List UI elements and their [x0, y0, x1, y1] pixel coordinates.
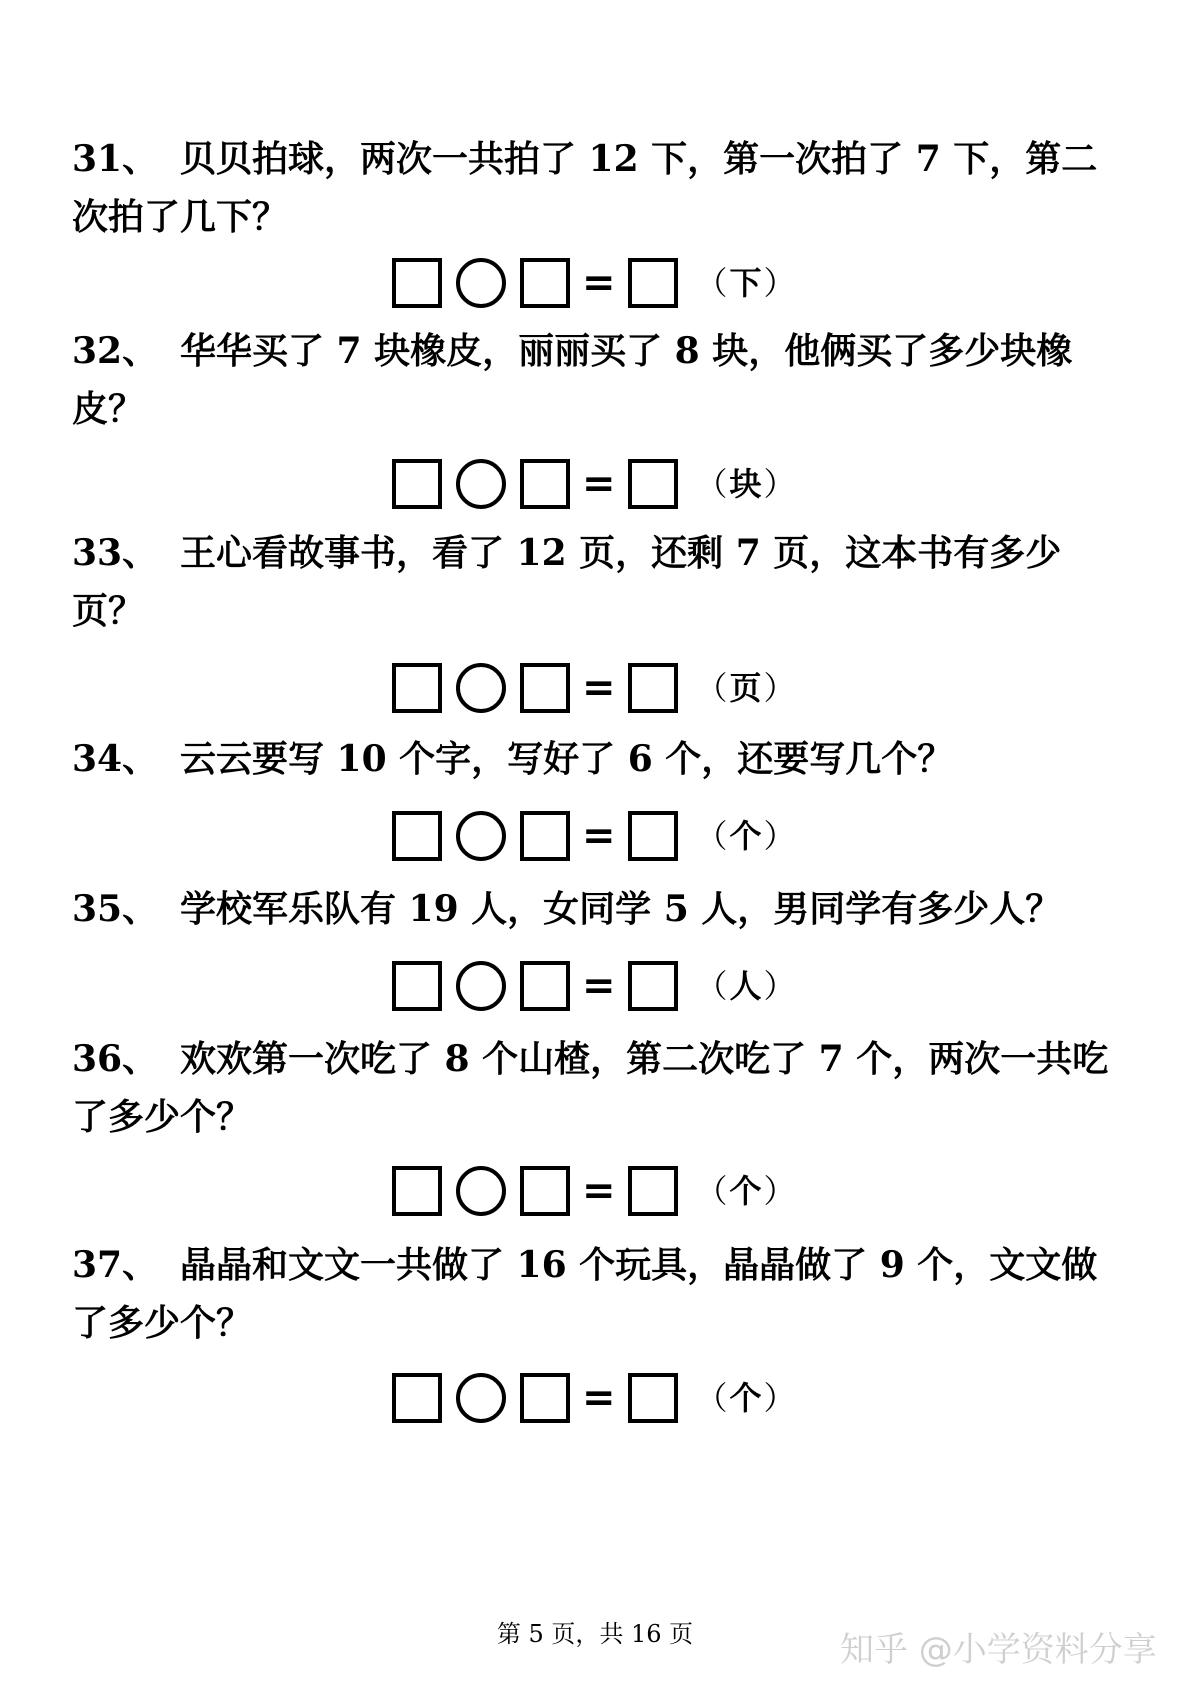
- unit-label: （人）: [695, 967, 798, 1005]
- result-box[interactable]: [628, 961, 678, 1011]
- equals-sign: =: [582, 260, 616, 306]
- answer-formula-34: [392, 808, 798, 864]
- question-text: 欢欢第一次吃了 8 个山楂，第二次吃了 7 个，两次一共吃了多少个？: [72, 1038, 1109, 1138]
- operator-circle[interactable]: [456, 961, 506, 1011]
- question-34: [72, 730, 1112, 788]
- result-box[interactable]: [628, 1373, 678, 1423]
- operator-circle[interactable]: [456, 1373, 506, 1423]
- equals-sign: =: [582, 1168, 616, 1214]
- answer-box[interactable]: [520, 663, 570, 713]
- answer-box[interactable]: [520, 258, 570, 308]
- operator-circle[interactable]: [456, 1166, 506, 1216]
- unit-label: （个）: [695, 817, 798, 855]
- answer-box[interactable]: [520, 1166, 570, 1216]
- result-box[interactable]: [628, 811, 678, 861]
- question-text: 华华买了 7 块橡皮，丽丽买了 8 块，他俩买了多少块橡皮？: [72, 330, 1073, 430]
- answer-box[interactable]: [392, 663, 442, 713]
- question-number: 34、: [72, 738, 159, 780]
- answer-formula-37: [392, 1370, 798, 1426]
- answer-box[interactable]: [520, 1373, 570, 1423]
- answer-formula-33: [392, 660, 798, 716]
- answer-formula-32: [392, 456, 798, 512]
- question-number: 37、: [72, 1244, 159, 1286]
- answer-formula-35: [392, 958, 798, 1014]
- question-text: 学校军乐队有 19 人，女同学 5 人，男同学有多少人？: [180, 888, 1062, 930]
- question-32: [72, 322, 1112, 438]
- answer-box[interactable]: [392, 961, 442, 1011]
- page-footer: 第 5 页，共 16 页: [496, 1620, 694, 1648]
- question-33: [72, 524, 1112, 640]
- answer-box[interactable]: [520, 811, 570, 861]
- equals-sign: =: [582, 461, 616, 507]
- equals-sign: =: [582, 665, 616, 711]
- result-box[interactable]: [628, 1166, 678, 1216]
- unit-label: （页）: [695, 669, 798, 707]
- question-number: 36、: [72, 1038, 159, 1080]
- answer-box[interactable]: [392, 1166, 442, 1216]
- watermark: 知乎 @小学资料分享: [840, 1630, 1157, 1670]
- operator-circle[interactable]: [456, 459, 506, 509]
- question-text: 云云要写 10 个字，写好了 6 个，还要写几个？: [180, 738, 954, 780]
- operator-circle[interactable]: [456, 663, 506, 713]
- answer-box[interactable]: [392, 811, 442, 861]
- answer-box[interactable]: [392, 1373, 442, 1423]
- unit-label: （下）: [695, 264, 798, 302]
- answer-formula-31: [392, 255, 798, 311]
- answer-box[interactable]: [392, 258, 442, 308]
- operator-circle[interactable]: [456, 258, 506, 308]
- result-box[interactable]: [628, 459, 678, 509]
- unit-label: （个）: [695, 1172, 798, 1210]
- equals-sign: =: [582, 963, 616, 1009]
- question-text: 王心看故事书，看了 12 页，还剩 7 页，这本书有多少页？: [72, 532, 1062, 632]
- question-number: 33、: [72, 532, 159, 574]
- unit-label: （个）: [695, 1379, 798, 1417]
- question-31: [72, 130, 1112, 246]
- question-number: 31、: [72, 138, 159, 180]
- answer-box[interactable]: [520, 961, 570, 1011]
- question-35: [72, 880, 1112, 938]
- question-text: 贝贝拍球，两次一共拍了 12 下，第一次拍了 7 下，第二次拍了几下？: [72, 138, 1098, 238]
- equals-sign: =: [582, 1375, 616, 1421]
- unit-label: （块）: [695, 465, 798, 503]
- answer-formula-36: [392, 1163, 798, 1219]
- question-number: 35、: [72, 888, 159, 930]
- equals-sign: =: [582, 813, 616, 859]
- result-box[interactable]: [628, 663, 678, 713]
- operator-circle[interactable]: [456, 811, 506, 861]
- question-36: [72, 1030, 1112, 1146]
- question-text: 晶晶和文文一共做了 16 个玩具，晶晶做了 9 个，文文做了多少个？: [72, 1244, 1098, 1344]
- question-number: 32、: [72, 330, 159, 372]
- answer-box[interactable]: [392, 459, 442, 509]
- result-box[interactable]: [628, 258, 678, 308]
- question-37: [72, 1236, 1112, 1352]
- answer-box[interactable]: [520, 459, 570, 509]
